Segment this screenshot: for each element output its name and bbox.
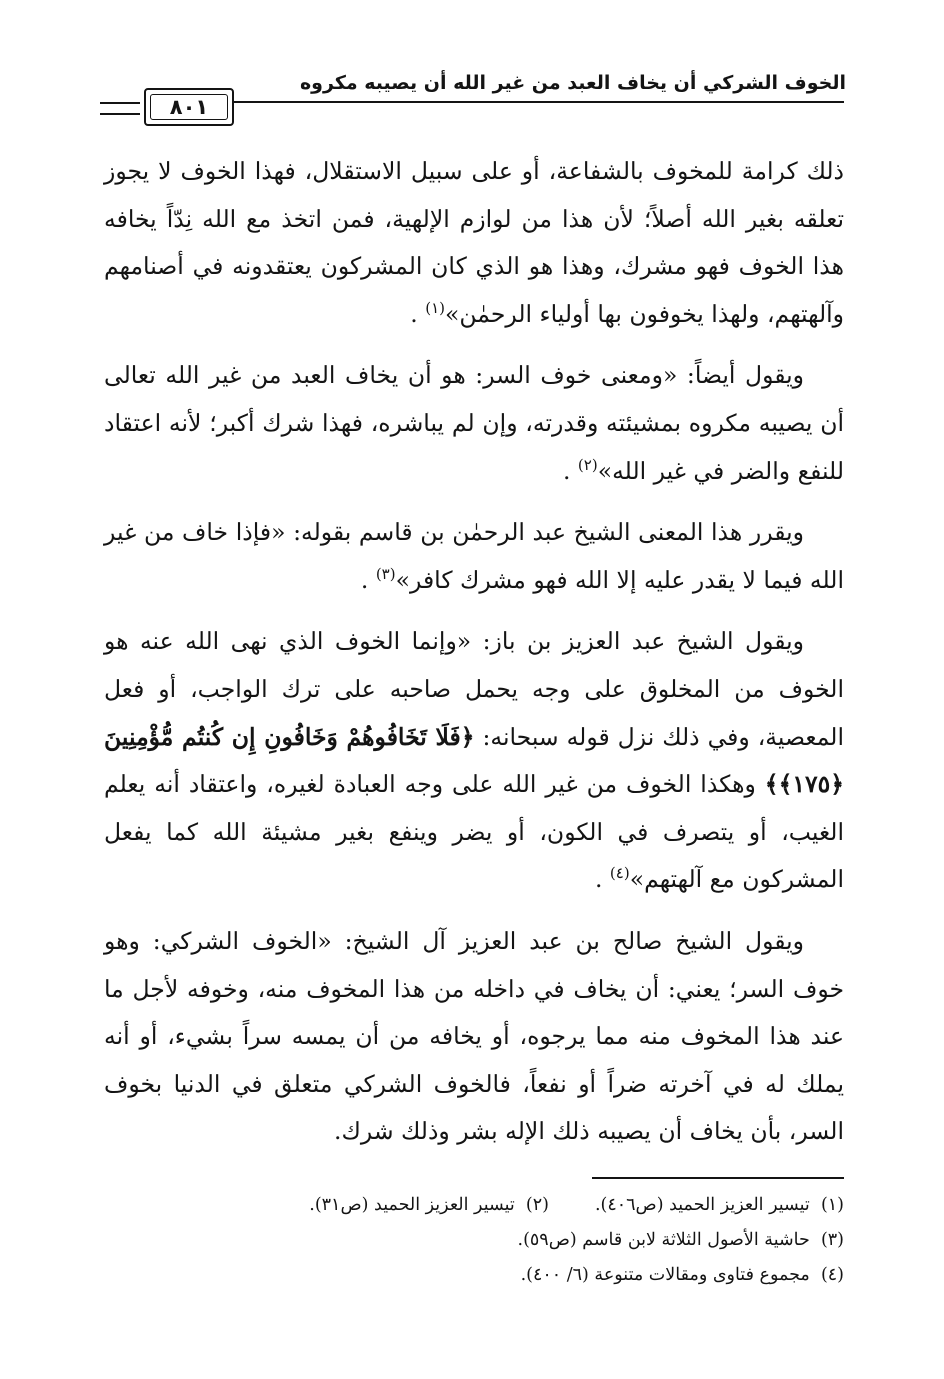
footnote-marker[interactable]: (٣) bbox=[375, 564, 396, 583]
header-rule bbox=[232, 101, 844, 103]
quran-verse: ﴿فَلَا تَخَافُوهُمْ وَخَافُونِ إِن كُنتُم مُّؤْمِنِينَ ﴿١٧٥﴾﴾ bbox=[104, 722, 844, 799]
paragraph-text-before-verse: ويقول الشيخ عبد العزيز بن باز: «وإنما الخوف الذي نهى الله عنه هو الخوف من المخلوق على وجه يحمل صاحبه على ترك الواجب، أو فعل المعصية، وفي ذلك نزل قوله سبحانه: bbox=[104, 627, 844, 751]
footnote-3 bbox=[518, 1223, 845, 1258]
paragraph-text: ويقول أيضاً: «ومعنى خوف السر: هو أن يخاف العبد من غير الله تعالى أن يصيبه مكروه بمشيئته وقدرته، وإن لم يباشره، فهذا شرك أكبر؛ لأنه اعتقاد للنفع والضر في غير الله» bbox=[104, 361, 844, 485]
paragraph-end: . bbox=[360, 565, 376, 594]
paragraph-4 bbox=[104, 618, 844, 904]
page-number-box bbox=[144, 88, 234, 126]
page-number: ٨٠١ bbox=[150, 94, 228, 120]
paragraph-text: وهكذا الخوف من غير الله على وجه العبادة لغيره، واعتقاد أنه يعلم الغيب، أو يتصرف في الكون، أو يضر وينفع بغير مشيئة الله كما يفعل المشركون مع آلهتهم» bbox=[104, 770, 844, 894]
paragraph-end: . bbox=[562, 456, 578, 485]
footnote-number: (٤) bbox=[820, 1265, 844, 1285]
footnote-2 bbox=[309, 1188, 549, 1223]
footnotes bbox=[100, 1188, 844, 1293]
footnote-text: حاشية الأصول الثلاثة لابن قاسم (ص٥٩). bbox=[517, 1230, 810, 1250]
footnote-separator bbox=[592, 1177, 844, 1179]
footnote-4 bbox=[521, 1258, 844, 1293]
running-header-title: الخوف الشركي أن يخاف العبد من غير الله أن يصيبه مكروه bbox=[299, 72, 846, 94]
paragraph-text: ويقرر هذا المعنى الشيخ عبد الرحمٰن بن قاسم بقوله: «فإذا خاف من غير الله فيما لا يقدر عليه إلا الله فهو مشرك كافر» bbox=[104, 518, 844, 594]
footnote-marker[interactable]: (١) bbox=[425, 298, 446, 317]
paragraph-5 bbox=[104, 918, 844, 1156]
paragraph-text: ويقول الشيخ صالح بن عبد العزيز آل الشيخ: «الخوف الشركي: وهو خوف السر؛ يعني: أن يخاف في داخله من هذا المخوف منه، وخوفه لأجل ما عند هذا المخوف منه مما يرجوه، أو يخافه من أن يمسه سراً بشيء، أو أنه يملك له في آخرته ضراً أو نفعاً، فالخوف الشركي متعلق في الدنيا بخوف السر، بأن يخاف أن يصيبه ذلك الإله بشر وذلك شرك. bbox=[104, 926, 844, 1146]
paragraph-2 bbox=[104, 352, 844, 495]
footnote-row bbox=[100, 1258, 844, 1293]
paragraph-3 bbox=[104, 509, 844, 604]
footnote-row bbox=[100, 1188, 844, 1223]
paragraph-end: . bbox=[410, 299, 426, 328]
paragraph-end: . bbox=[594, 865, 610, 894]
paragraph-text: ذلك كرامة للمخوف بالشفاعة، أو على سبيل الاستقلال، فهذا الخوف لا يجوز تعلقه بغير الله أصلاً؛ لأن هذا من لوازم الإلهية، فمن اتخذ مع الله نِدّاً يخافه هذا الخوف فهو مشرك، وهذا هو الذي كان المشركون يعتقدونه في أصنامهم وآلهتهم، ولهذا يخوفون بها أولياء الرحمٰن» bbox=[104, 157, 844, 328]
footnote-1 bbox=[595, 1188, 844, 1223]
page-number-frame bbox=[100, 86, 240, 130]
footnote-text: مجموع فتاوى ومقالات متنوعة (٦/ ٤٠٠). bbox=[520, 1265, 810, 1285]
footnote-marker[interactable]: (٢) bbox=[577, 455, 598, 474]
footnote-number: (١) bbox=[820, 1195, 844, 1215]
footnote-number: (٢) bbox=[525, 1195, 549, 1215]
footnote-row bbox=[100, 1223, 844, 1258]
footnote-marker[interactable]: (٤) bbox=[609, 864, 630, 883]
footnote-text: تيسير العزيز الحميد (ص٣١). bbox=[309, 1195, 515, 1215]
footnote-number: (٣) bbox=[820, 1230, 844, 1250]
page-number-ornament-lines bbox=[100, 102, 140, 115]
paragraph-1 bbox=[104, 148, 844, 338]
footnote-text: تيسير العزيز الحميد (ص٤٠٦). bbox=[594, 1195, 810, 1215]
body-text bbox=[104, 148, 844, 1170]
